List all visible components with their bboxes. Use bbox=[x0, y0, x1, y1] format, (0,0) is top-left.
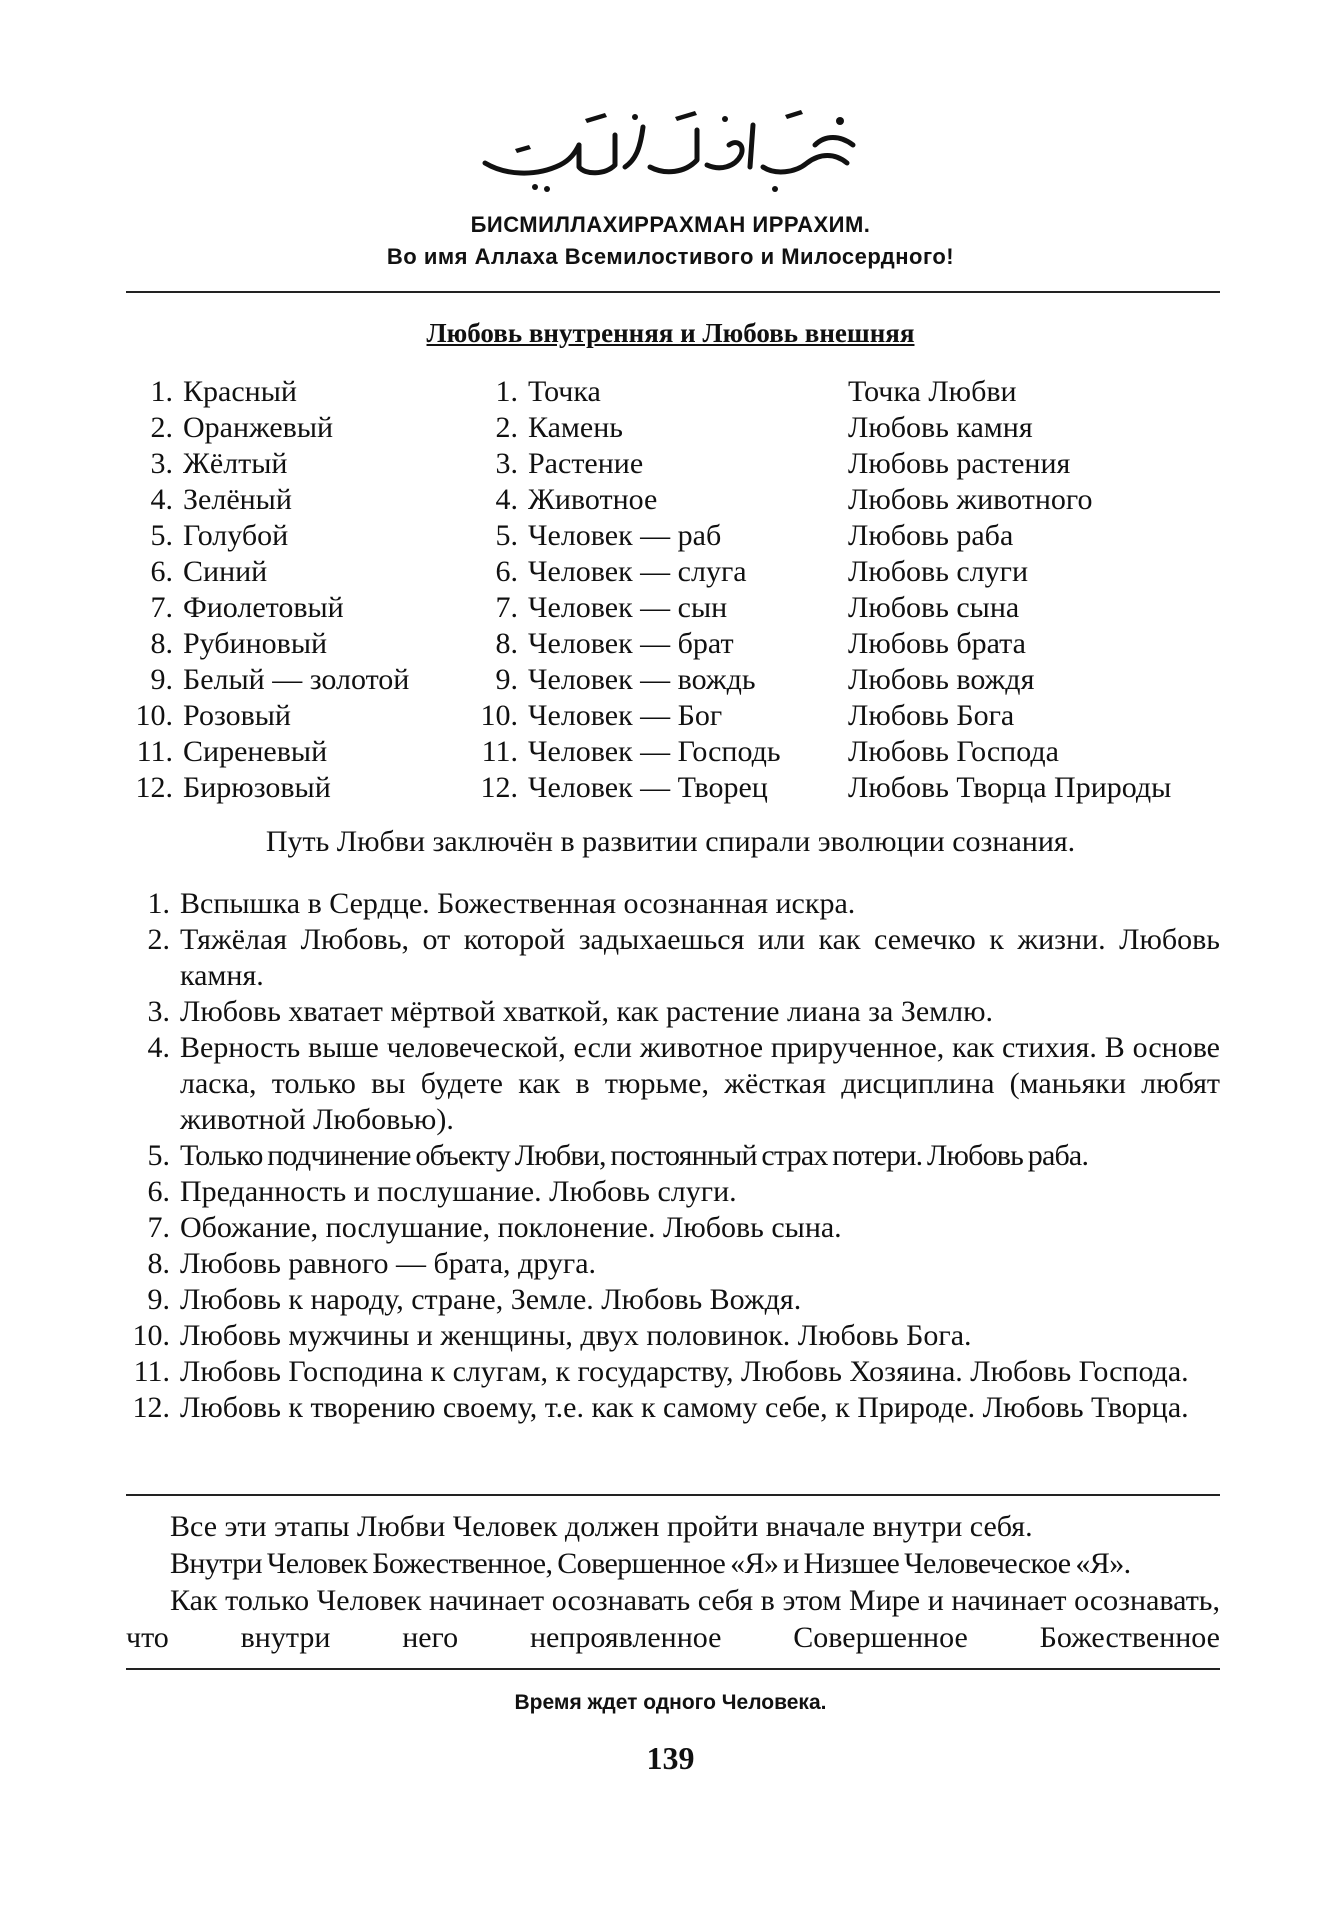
footer-divider bbox=[126, 1668, 1220, 1670]
list-item: 9. Белый — золотой bbox=[150, 663, 410, 696]
stage-descriptions-list bbox=[120, 886, 1220, 1426]
list-item: 10. Розовый bbox=[135, 699, 291, 732]
list-item: Любовь Творца Природы bbox=[848, 771, 1172, 804]
list-item: Любовь растения bbox=[848, 447, 1071, 480]
list-item: 2. Камень bbox=[495, 411, 623, 444]
list-item: 8. Любовь равного — брата, друга. bbox=[147, 1247, 597, 1280]
paragraph: Как только Человек начинает осознавать себя в этом Мире и начинает осознавать, что внутри него непроявленное Совершенное Божественное bbox=[126, 1584, 1220, 1654]
list-item: 12. Любовь к творению своему, т.е. как к самому себе, к Природе. Любовь Творца. bbox=[132, 1391, 1189, 1424]
list-item: 10. Человек — Бог bbox=[480, 699, 723, 732]
list-item: 11. Любовь Господина к слугам, к государству, Любовь Хозяина. Любовь Господа. bbox=[133, 1355, 1189, 1388]
list-item: 7. Обожание, послушание, поклонение. Любовь сына. bbox=[147, 1211, 842, 1244]
list-item: Любовь Бога bbox=[848, 699, 1015, 732]
list-item: 6. Человек — слуга bbox=[495, 555, 747, 588]
path-statement: Путь Любви заключён в развитии спирали эволюции сознания. bbox=[265, 825, 1076, 858]
list-item: 3. Жёлтый bbox=[150, 447, 288, 480]
list-item: 5. Голубой bbox=[150, 519, 289, 552]
list-item: 1. Вспышка в Сердце. Божественная осознанная искра. bbox=[147, 887, 856, 920]
section-divider bbox=[126, 1494, 1220, 1496]
stages-column bbox=[460, 374, 781, 806]
list-item: Точка Любви bbox=[848, 375, 1017, 408]
bismillah-translation: Во имя Аллаха Всемилостивого и Милосердного! bbox=[386, 244, 955, 269]
list-item: 12. Бирюзовый bbox=[135, 771, 331, 804]
bismillah-transliteration: БИСМИЛЛАХИРРАХМАН ИРРАХИМ. bbox=[470, 212, 871, 237]
bismillah-calligraphy-icon bbox=[475, 105, 865, 200]
header-divider bbox=[126, 291, 1220, 293]
list-item: 6. Синий bbox=[150, 555, 268, 588]
list-item: 12. Человек — Творец bbox=[480, 771, 768, 804]
list-item: 11. Человек — Господь bbox=[481, 735, 781, 768]
list-item: 2. Оранжевый bbox=[150, 411, 334, 444]
list-item: 8. Человек — брат bbox=[495, 627, 734, 660]
paragraph: Внутри Человек Божественное, Совершенное «Я» и Низшее Человеческое «Я». bbox=[170, 1547, 1131, 1580]
list-item: 9. Человек — вождь bbox=[495, 663, 756, 696]
list-item: 11. Сиреневый bbox=[136, 735, 328, 768]
list-item: 7. Фиолетовый bbox=[150, 591, 344, 624]
list-item: Любовь вождя bbox=[848, 663, 1035, 696]
list-item: 5. Только подчинение объекту Любви, постоянный страх потери. Любовь раба. bbox=[147, 1139, 1089, 1172]
page-number: 139 bbox=[646, 1740, 695, 1776]
list-item: 4. Верность выше человеческой, если животное прирученное, как стихия. В основе ласка, только вы будете как в тюрьме, жёсткая дисциплина (маньяки любят животной Любовью). bbox=[147, 1031, 1220, 1136]
list-item: 2. Тяжёлая Любовь, от которой задыхаешься или как семечко к жизни. Любовь камня. bbox=[147, 923, 1220, 992]
list-item: 3. Любовь хватает мёртвой хваткой, как растение лиана за Землю. bbox=[147, 995, 994, 1028]
list-item: Любовь сына bbox=[848, 591, 1020, 624]
list-item: 9. Любовь к народу, стране, Земле. Любовь Вождя. bbox=[147, 1283, 802, 1316]
list-item: 3. Растение bbox=[495, 447, 644, 480]
list-item: Любовь камня bbox=[848, 411, 1033, 444]
list-item: 10. Любовь мужчины и женщины, двух половинок. Любовь Бога. bbox=[132, 1319, 972, 1352]
list-item: Любовь слуги bbox=[848, 555, 1029, 588]
loves-column bbox=[848, 374, 1171, 806]
list-item: 8. Рубиновый bbox=[150, 627, 328, 660]
list-item: Любовь Господа bbox=[848, 735, 1059, 768]
section-title: Любовь внутренняя и Любовь внешняя bbox=[426, 318, 915, 348]
list-item: Любовь раба bbox=[848, 519, 1014, 552]
list-item: 4. Зелёный bbox=[150, 483, 292, 516]
list-item: 4. Животное bbox=[495, 483, 658, 516]
paragraph: Все эти этапы Любви Человек должен пройти вначале внутри себя. bbox=[170, 1510, 1033, 1543]
list-item: Любовь брата bbox=[848, 627, 1026, 660]
list-item: 1. Красный bbox=[150, 375, 297, 408]
list-item: 1. Точка bbox=[495, 375, 601, 408]
list-item: 7. Человек — сын bbox=[495, 591, 728, 624]
list-item: Любовь животного bbox=[848, 483, 1093, 516]
list-item: 6. Преданность и послушание. Любовь слуги. bbox=[147, 1175, 737, 1208]
running-footer: Время ждет одного Человека. bbox=[514, 1691, 827, 1714]
list-item: 5. Человек — раб bbox=[495, 519, 722, 552]
body-text bbox=[126, 1508, 1220, 1656]
colors-column bbox=[115, 374, 409, 806]
